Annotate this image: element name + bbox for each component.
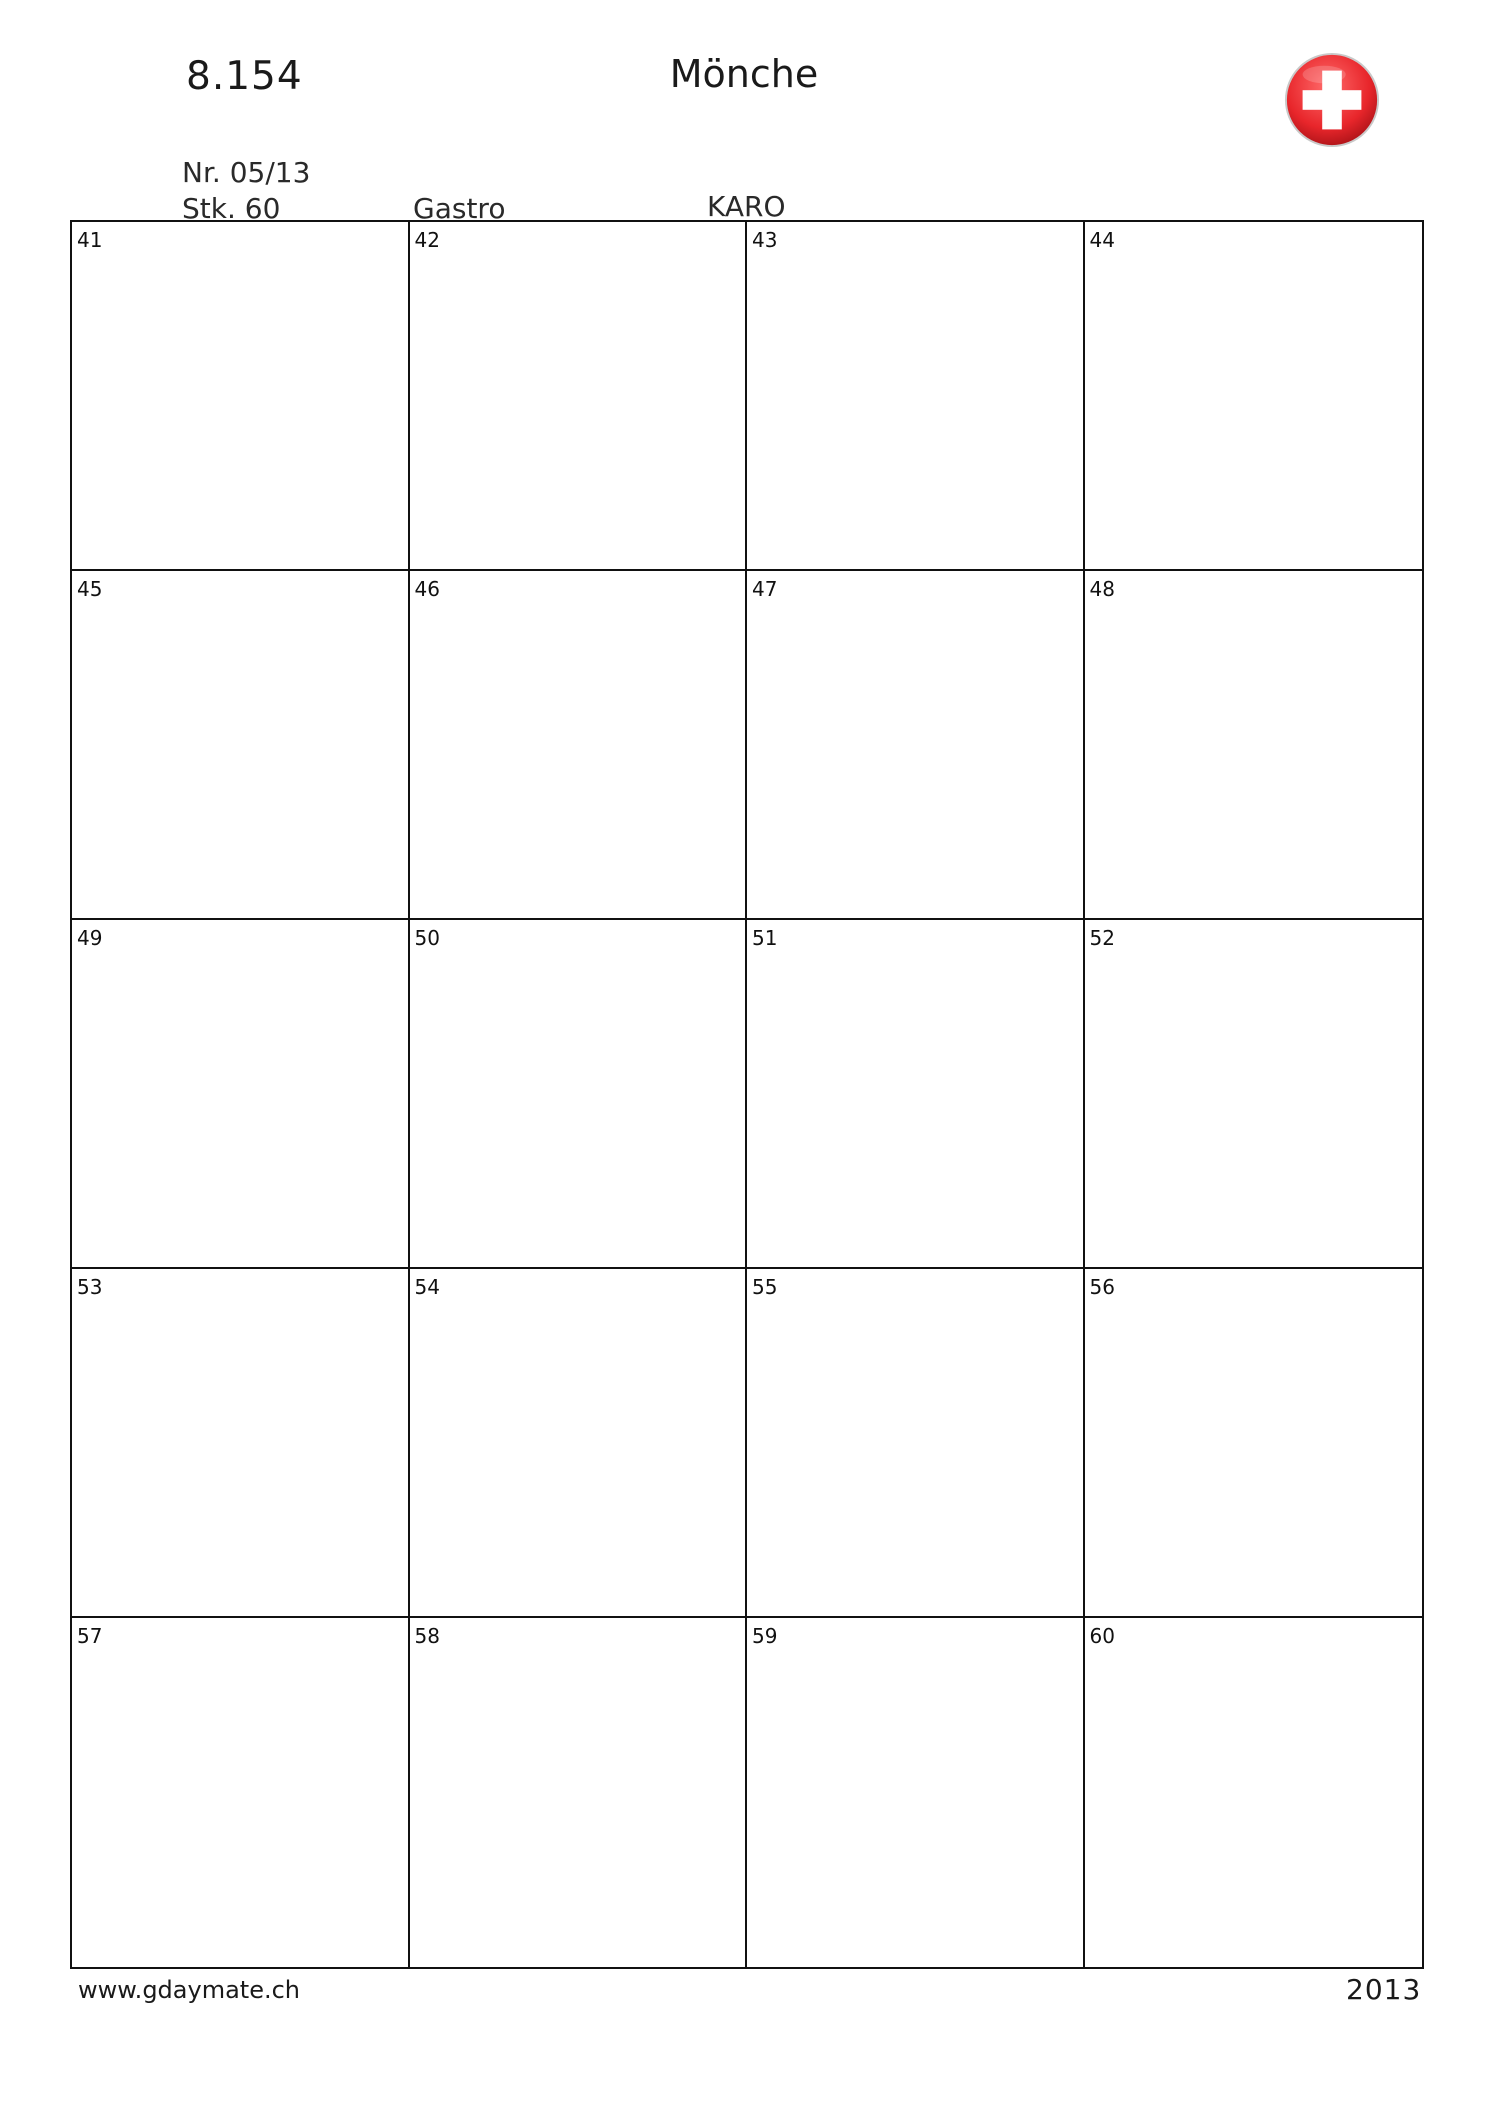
stamp-cell [747, 222, 1085, 571]
cell-number: 52 [1089, 926, 1115, 950]
page-title-text: Mönche [669, 52, 819, 96]
stamp-cell [747, 571, 1085, 920]
stamp-cell [747, 1269, 1085, 1618]
cell-number: 59 [752, 1624, 778, 1648]
cell-number: 54 [414, 1275, 440, 1299]
cell-number: 49 [77, 926, 103, 950]
stamp-cell [410, 222, 748, 571]
catalog-number: 8.154 [186, 54, 303, 99]
stamp-grid [70, 220, 1424, 1969]
cell-number: 42 [414, 228, 440, 252]
category-label: Gastro [413, 192, 506, 225]
stamp-cell [410, 920, 748, 1269]
cell-number: 53 [77, 1275, 103, 1299]
stamp-cell [72, 1269, 410, 1618]
cell-number: 44 [1089, 228, 1115, 252]
cell-number: 50 [414, 926, 440, 950]
cell-number: 45 [77, 577, 103, 601]
footer-url: www.gdaymate.ch [78, 1976, 300, 2004]
cell-number: 58 [414, 1624, 440, 1648]
stamp-cell [72, 571, 410, 920]
stamp-cell [747, 1618, 1085, 1967]
stamp-cell [410, 1618, 748, 1967]
stamp-cell [1085, 571, 1423, 920]
cell-number: 57 [77, 1624, 103, 1648]
issue-number: Nr. 05/13 [182, 156, 311, 189]
stamp-cell [1085, 920, 1423, 1269]
stamp-cell [72, 222, 410, 571]
cell-number: 47 [752, 577, 778, 601]
cell-number: 56 [1089, 1275, 1115, 1299]
stamp-cell [72, 920, 410, 1269]
stamp-cell [747, 920, 1085, 1269]
cell-number: 55 [752, 1275, 778, 1299]
page-title [0, 52, 1500, 96]
cell-number: 46 [414, 577, 440, 601]
stamp-cell [1085, 1618, 1423, 1967]
stamp-cell [1085, 222, 1423, 571]
cell-number: 51 [752, 926, 778, 950]
swiss-flag-icon [1283, 51, 1381, 149]
cell-number: 43 [752, 228, 778, 252]
format-label: KARO [707, 190, 786, 223]
stamp-cell [410, 571, 748, 920]
stamp-cell [410, 1269, 748, 1618]
cell-number: 60 [1089, 1624, 1115, 1648]
stamp-cell [1085, 1269, 1423, 1618]
cell-number: 41 [77, 228, 103, 252]
cell-number: 48 [1089, 577, 1115, 601]
stamp-cell [72, 1618, 410, 1967]
piece-count: Stk. 60 [182, 192, 281, 225]
footer-year: 2013 [1346, 1973, 1422, 2006]
